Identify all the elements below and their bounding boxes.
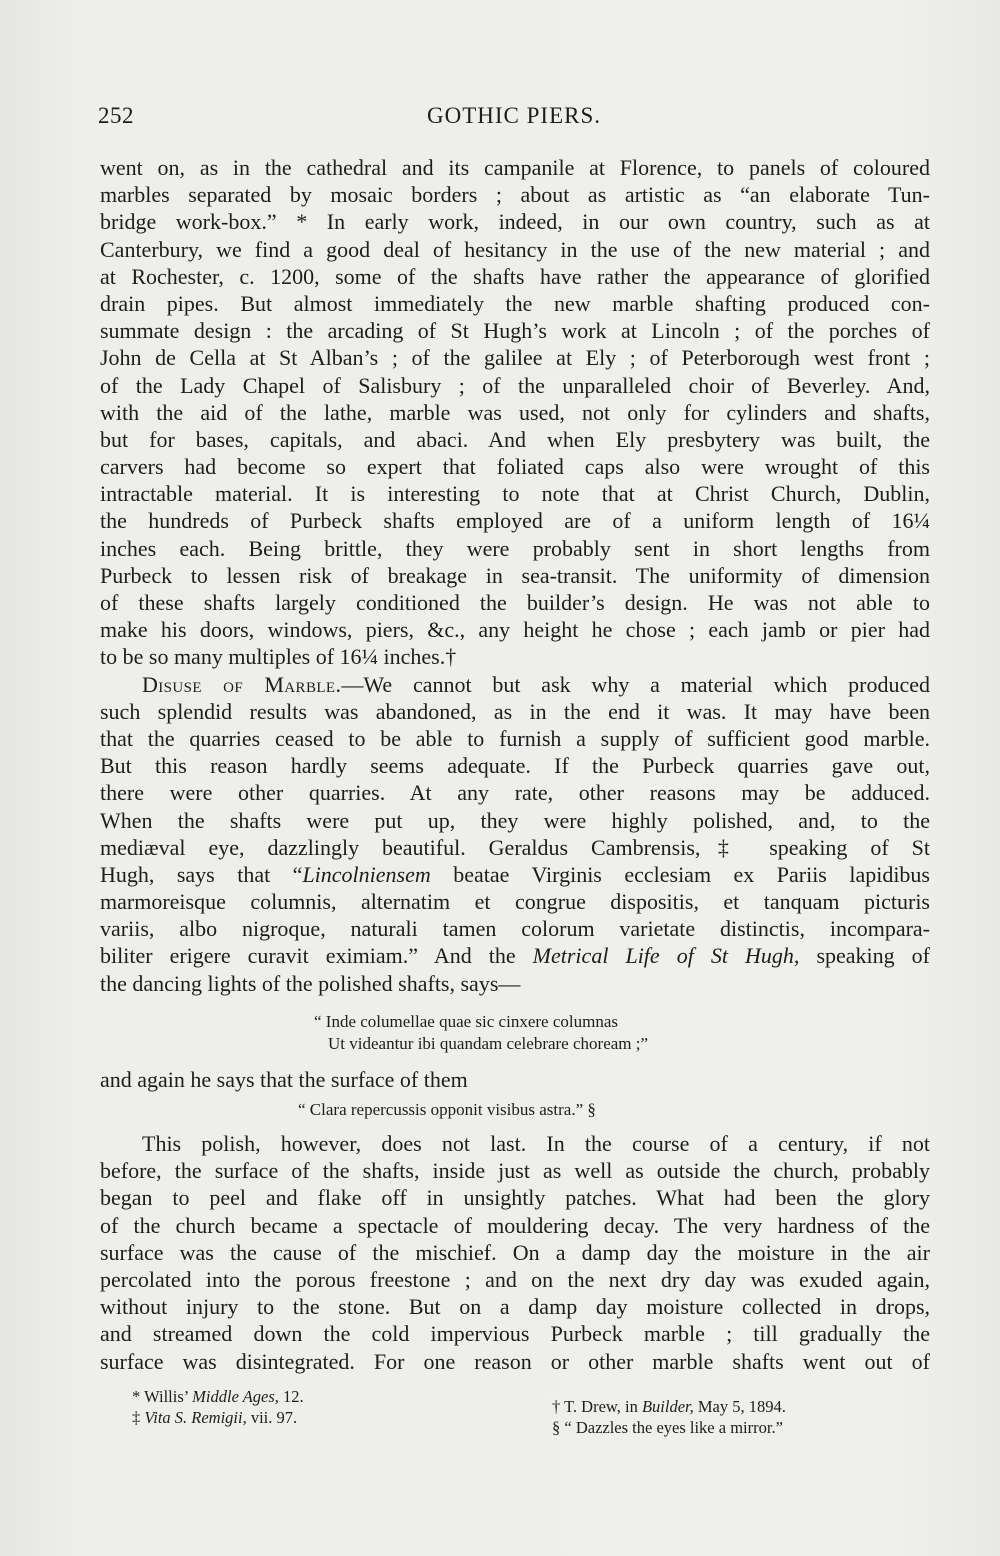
footnotes-left	[132, 1386, 304, 1428]
footnote-drew	[552, 1396, 786, 1417]
footnote-text: vii. 97.	[246, 1408, 298, 1427]
footnote-vita	[132, 1407, 304, 1428]
text-line: began to peel and flake off in unsightly patches. What had been the glory	[100, 1185, 930, 1211]
text-line: before, the surface of the shafts, inside just as well as outside the church, probably	[100, 1158, 930, 1184]
text-line: such splendid results was abandoned, as in the end it was. It may have been	[100, 698, 930, 724]
text-line	[100, 861, 930, 888]
text-line	[100, 942, 930, 969]
footnote-willis	[132, 1386, 304, 1407]
text-line: of the church became a spectacle of mouldering decay. The very hardness of the	[100, 1212, 930, 1238]
text-line: This polish, however, does not last. In the course of a century, if not	[142, 1131, 930, 1156]
footnote-text: 12.	[278, 1387, 304, 1406]
verse-quote	[314, 1011, 648, 1055]
text-line: that the quarries ceased to be able to furnish a supply of sufficient good marble.	[100, 725, 930, 751]
footnote-text: * Willis’	[132, 1387, 193, 1406]
text-line: the dancing lights of the polished shafts, says—	[100, 970, 521, 996]
footnotes-right	[552, 1396, 786, 1438]
text-fragment: speaking of	[799, 943, 930, 969]
text-line: bridge work-box.” * In early work, indeed, in our own country, such as at	[100, 209, 930, 235]
section-heading: Disuse of Marble.	[142, 671, 342, 697]
text-line: marbles separated by mosaic borders ; about as artistic as “an elaborate Tun-	[100, 182, 930, 208]
verse-line: “ Inde columellae quae sic cinxere columnas	[314, 1012, 618, 1031]
footnote-text: ‡	[132, 1408, 145, 1427]
text-line: When the shafts were put up, they were highly polished, and, to the	[100, 807, 930, 833]
footnote-italic: Middle Ages,	[192, 1387, 279, 1406]
text-line: Purbeck to lessen risk of breakage in sea-transit. The uniformity of dimension	[100, 562, 930, 588]
text-line: inches each. Being brittle, they were probably sent in short lengths from	[100, 535, 930, 561]
text-line: intractable material. It is interesting to note that at Christ Church, Dublin,	[100, 481, 930, 507]
footnote-italic: Builder,	[641, 1397, 694, 1416]
page-number: 252	[98, 103, 134, 128]
section-first-line	[100, 671, 930, 698]
text-line: mediæval eye, dazzlingly beautiful. Geraldus Cambrensis,‡ speaking of St	[100, 834, 930, 860]
closing-paragraph	[100, 1130, 930, 1375]
text-line: without injury to the stone. But on a damp day moisture collected in drops,	[100, 1294, 930, 1320]
text-fragment: biliter erigere curavit eximiam.” And the	[100, 943, 533, 969]
verse-line: “ Clara repercussis opponit visibus astra.” §	[298, 1100, 596, 1119]
footnote-text: May 5, 1894.	[693, 1397, 786, 1416]
text-line: variis, albo nigroque, naturali tamen colorum varietate distinctis, incompara-	[100, 916, 930, 942]
footnote-dazzles: § “ Dazzles the eyes like a mirror.”	[552, 1418, 783, 1437]
text-line: drain pipes. But almost immediately the new marble shafting produced con-	[100, 290, 930, 316]
section-first-line-text: —We cannot but ask why a material which produced	[341, 671, 930, 697]
text-line: went on, as in the cathedral and its campanile at Florence, to panels of coloured	[100, 155, 930, 180]
running-title: GOTHIC PIERS.	[426, 103, 601, 128]
footnote-text: † T. Drew, in	[552, 1397, 642, 1416]
text-line: percolated into the porous freestone ; and on the next dry day was exuded again,	[100, 1266, 930, 1292]
text-line: of these shafts largely conditioned the builder’s design. He was not able to	[100, 590, 930, 615]
bridge-text	[100, 1066, 930, 1093]
verse-line: Ut videantur ibi quandam celebrare choream ;”	[328, 1034, 649, 1053]
verse-quote-2	[298, 1099, 596, 1121]
text-line: Canterbury, we find a good deal of hesitancy in the use of the new material ; and	[100, 236, 930, 262]
text-line: at Rochester, c. 1200, some of the shafts have rather the appearance of glorified	[100, 263, 930, 289]
text-line: the hundreds of Purbeck shafts employed are of a uniform length of 16¼	[100, 508, 930, 534]
text-line: marmoreisque columnis, alternatim et congrue dispositis, et tanquam picturis	[100, 889, 930, 915]
text-line: and again he says that the surface of them	[100, 1067, 468, 1092]
main-text-block	[100, 154, 930, 997]
text-fragment: Hugh, says that “	[100, 861, 303, 887]
footnote-italic: Vita S. Remigii,	[144, 1408, 247, 1427]
text-fragment: beatae Virginis ecclesiam ex Pariis lapidibus	[430, 861, 930, 887]
text-line: there were other quarries. At any rate, other reasons may be adduced.	[100, 780, 930, 806]
text-line: John de Cella at St Alban’s ; of the galilee at Ely ; of Peterborough west front ;	[100, 345, 930, 371]
italic-fragment: Lincolniensem	[302, 861, 431, 887]
text-line: make his doors, windows, piers, &c., any height he chose ; each jamb or pier had	[100, 617, 930, 643]
text-line: But this reason hardly seems adequate. If the Purbeck quarries gave out,	[100, 753, 930, 779]
text-line: with the aid of the lathe, marble was used, not only for cylinders and shafts,	[100, 399, 930, 425]
running-head	[98, 103, 930, 137]
text-line: surface was disintegrated. For one reason or other marble shafts went out of	[100, 1348, 930, 1374]
text-line: to be so many multiples of 16¼ inches.†	[100, 644, 457, 670]
text-line: surface was the cause of the mischief. On a damp day the moisture in the air	[100, 1239, 930, 1265]
text-line: but for bases, capitals, and abaci. And when Ely presbytery was built, the	[100, 426, 930, 452]
italic-fragment: Metrical Life of St Hugh,	[532, 943, 800, 969]
text-line: summate design : the arcading of St Hugh’s work at Lincoln ; of the porches of	[100, 318, 930, 344]
text-line: of the Lady Chapel of Salisbury ; of the unparalleled choir of Beverley. And,	[100, 372, 930, 398]
text-line: and streamed down the cold impervious Purbeck marble ; till gradually the	[100, 1321, 930, 1347]
text-line: carvers had become so expert that foliated caps also were wrought of this	[100, 454, 930, 480]
